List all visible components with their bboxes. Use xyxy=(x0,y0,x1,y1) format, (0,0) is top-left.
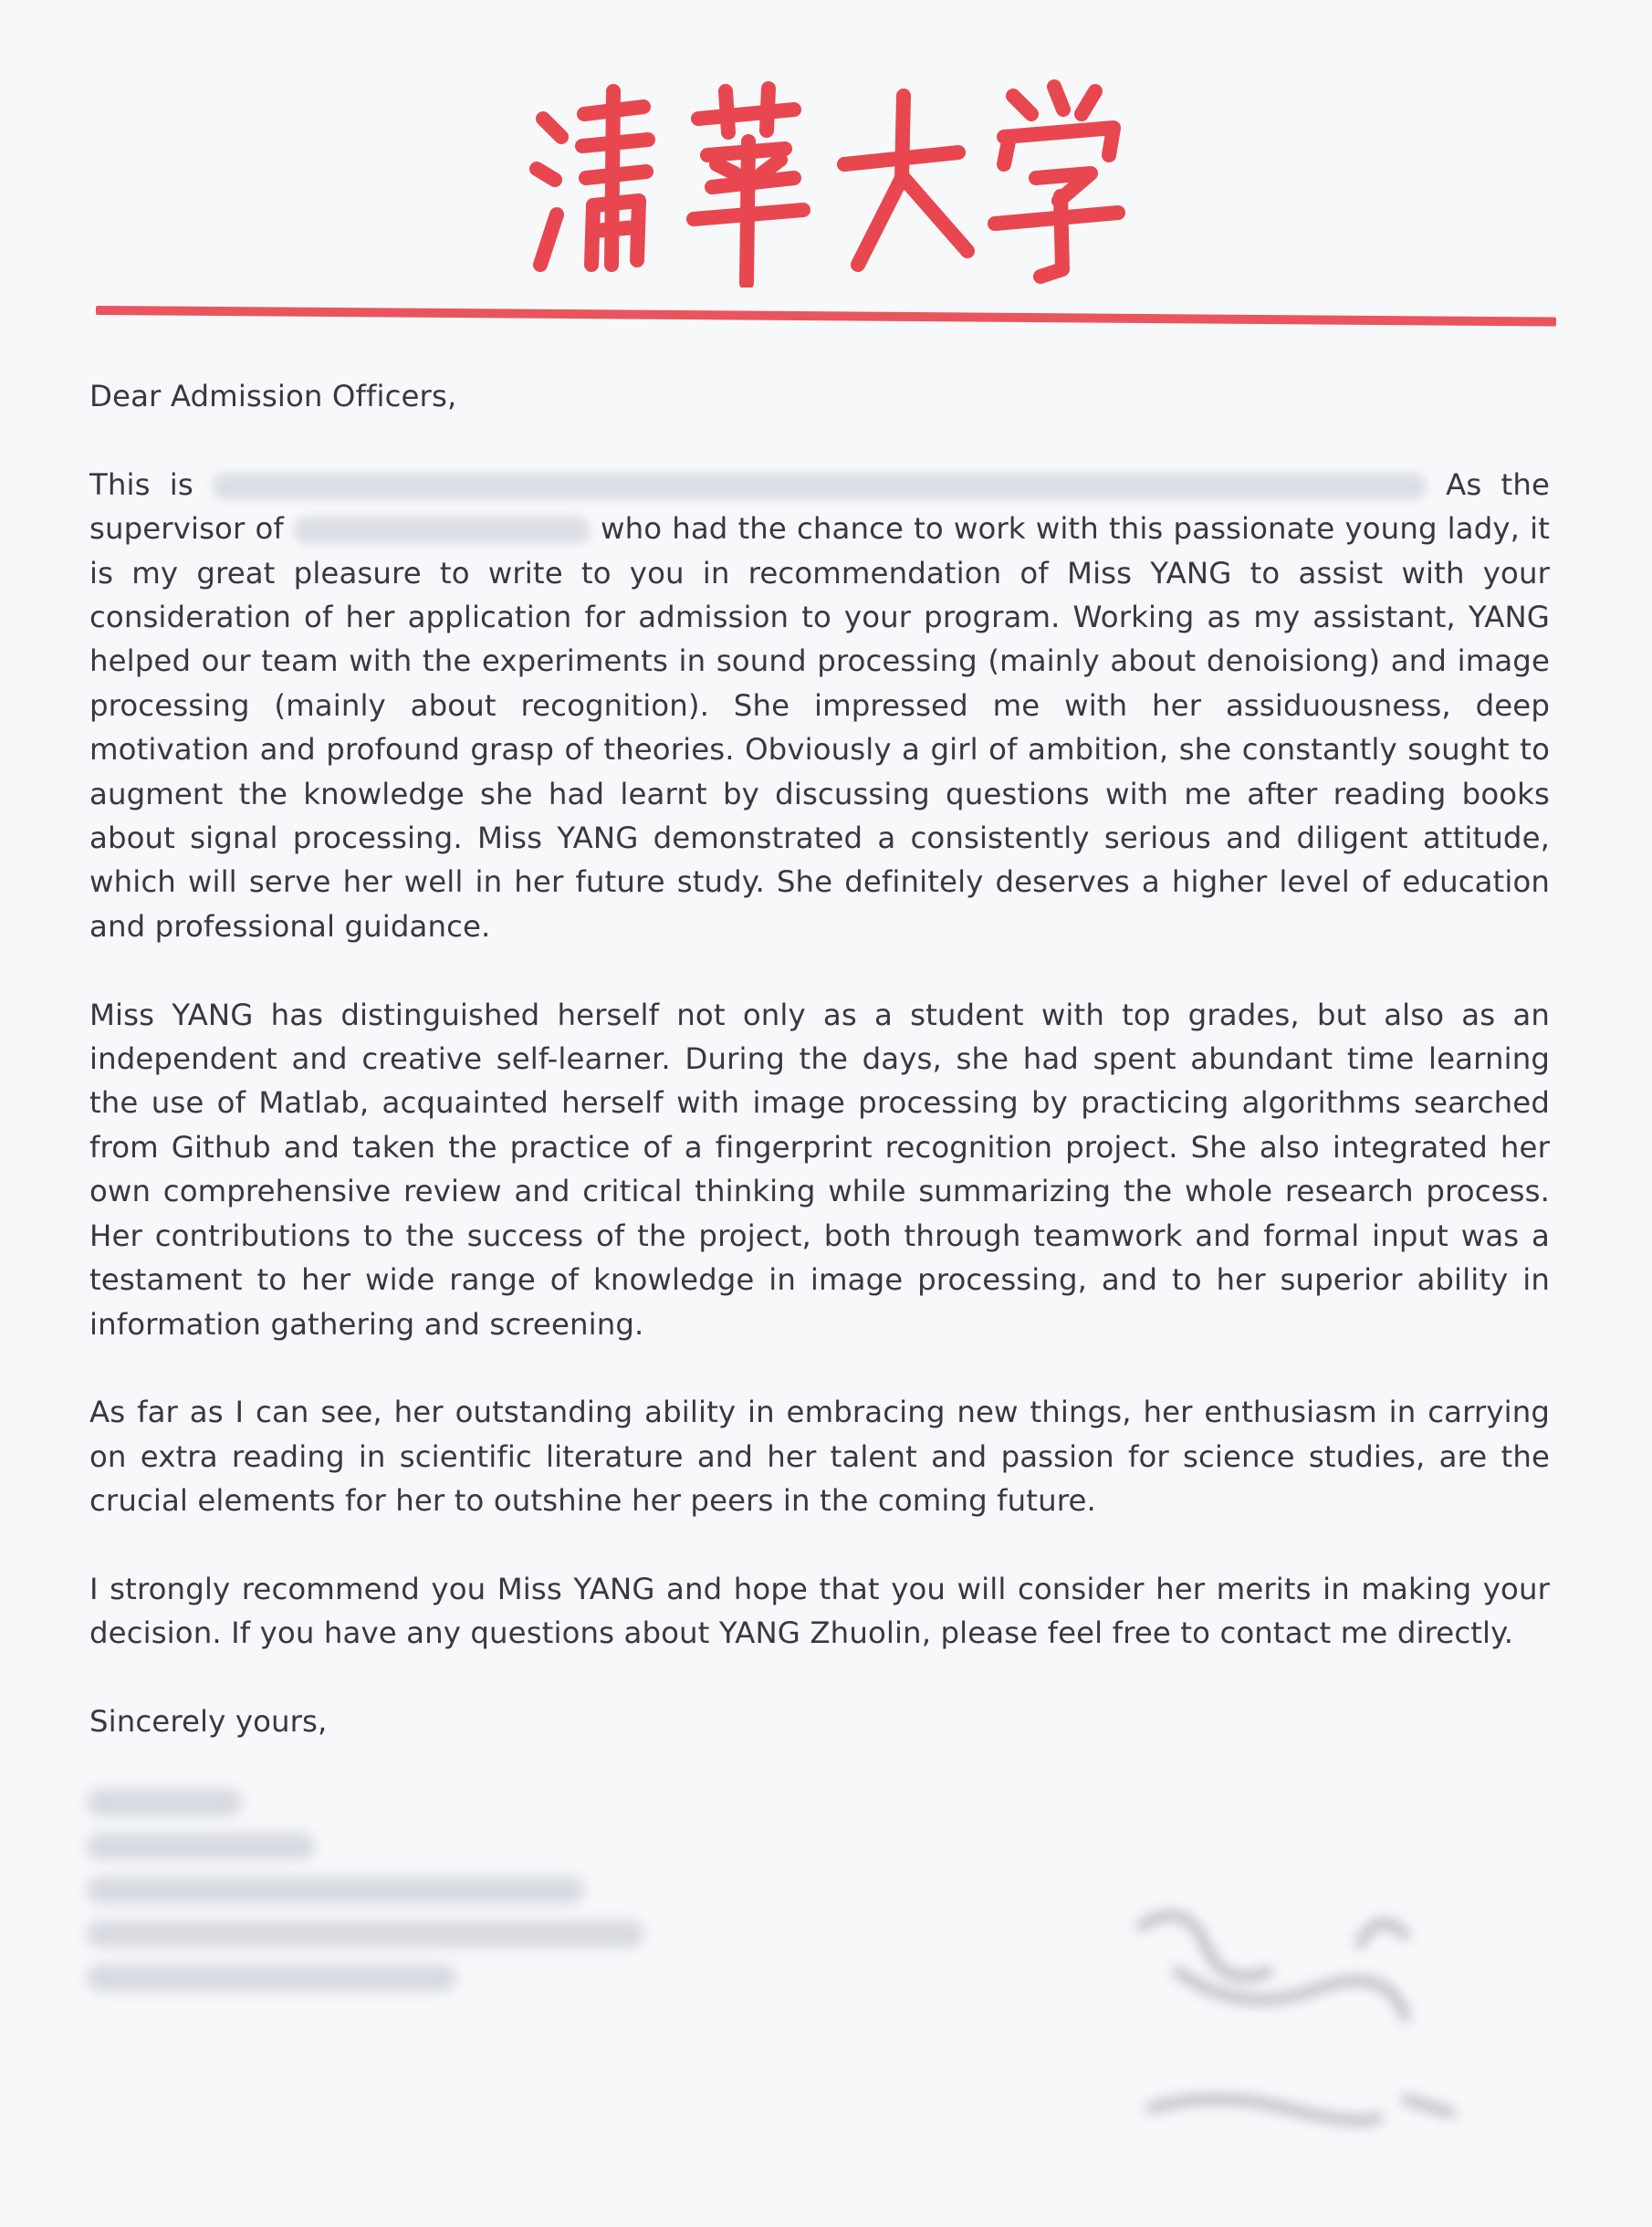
blurred-signature xyxy=(1104,1889,1506,2163)
paragraph-3: As far as I can see, her outstanding ability in embracing new things, her enthusiasm in carrying on extra reading in scientific literature and her talent and passion for science studies, are the crucial elements for her to outshine her peers in the coming future. xyxy=(89,1395,1550,1519)
paragraph-1-start: This is xyxy=(89,466,193,502)
paragraph-4: I strongly recommend you Miss YANG and hope that you will consider her merits in making your decision. If you have any questions about YANG Zhuolin, please feel free to contact me directly. xyxy=(89,1571,1550,1651)
redacted-line xyxy=(87,1789,242,1816)
calligraphy-logo-icon xyxy=(520,78,1132,288)
salutation: Dear Admission Officers, xyxy=(89,379,457,413)
closing: Sincerely yours, xyxy=(89,1704,328,1740)
letter-body xyxy=(89,374,1550,1788)
letterhead-divider xyxy=(96,306,1556,327)
paragraph-1-after-name: As the supervisor of xyxy=(89,466,1550,547)
redacted-line xyxy=(87,1877,584,1904)
redacted-line xyxy=(87,1964,456,1992)
paragraph-1 xyxy=(89,463,1550,948)
redacted-line xyxy=(87,1920,643,1948)
paragraph-1-rest: who had the chance to work with this passionate young lady, it is my great pleasure to write to you in recommendation of Miss YANG to assist with your consideration of her application for admission to your program. Working as my assistant, YANG helped our team with the experiments in sound processing (mainly about denoisiong) and image processing (mainly about recognition). She impressed me with her assiduousness, deep motivation and profound grasp of theories. Obviously a girl of ambition, she constantly sought to augment the knowledge she had learnt by discussing questions with me after reading books about signal processing. Miss YANG demonstrated a consistently serious and diligent attitude, which will serve her well in her future study. She definitely deserves a higher level of education and professional guidance. xyxy=(89,511,1550,944)
redacted-author-name xyxy=(213,473,1427,500)
signature-icon xyxy=(1104,1889,1506,2163)
university-logo xyxy=(520,78,1132,288)
paragraph-2: Miss YANG has distinguished herself not only as a student with top grades, but also as an independent and creative self-learner. During the days, she had spent abundant time learning the use of Matlab, acquainted herself with image processing by practicing algorithms searched from Github and taken the practice of a fingerprint recognition project. She also integrated her own comprehensive review and critical thinking while summarizing the whole research process. Her contributions to the success of the project, both through teamwork and formal input was a testament to her wide range of knowledge in image processing, and to her superior ability in information gathering and screening. xyxy=(89,997,1550,1342)
redacted-signature-block xyxy=(87,1789,671,2008)
redacted-program-name xyxy=(294,517,591,544)
redacted-line xyxy=(87,1833,315,1860)
